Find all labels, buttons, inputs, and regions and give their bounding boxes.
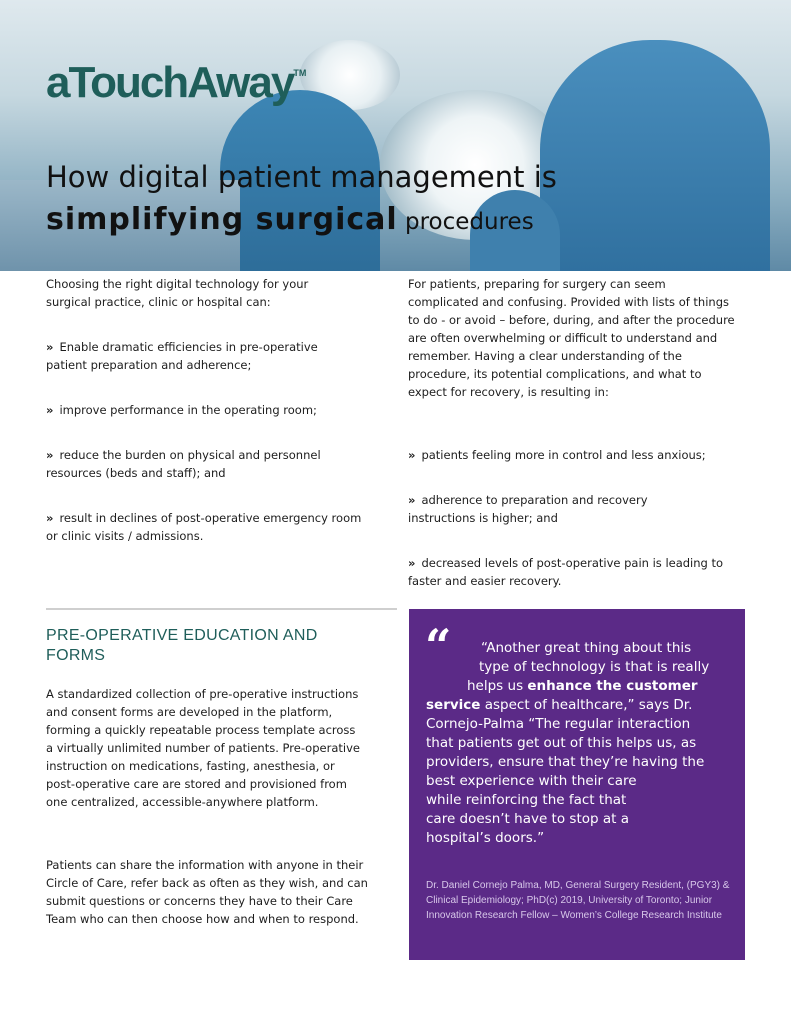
list-item: » Enable dramatic efficiencies in pre-operative patient preparation and adherence; bbox=[46, 340, 318, 372]
right-intro-text: For patients, preparing for surgery can seem complicated and confusing. Provided with lists of things to do - or avoid – before, during, and after the procedure are often overwhelming or difficult to understand and remember. Having a clear understanding of the procedure, its potential complications, and what to expect for recovery, is resulting in: bbox=[408, 277, 735, 399]
surgeon-figure bbox=[540, 40, 770, 271]
section-divider bbox=[46, 608, 397, 610]
quote-line: helps us enhance the customer bbox=[467, 678, 698, 694]
list-item: » improve performance in the operating room; bbox=[46, 403, 317, 417]
section-paragraph: Patients can share the information with anyone in their Circle of Care, refer back as often as they wish, and can submit questions or concerns they have to their Care Team who can then choose how and when to respond. bbox=[46, 858, 368, 926]
quote-line: that patients get out of this helps us, as bbox=[426, 735, 697, 751]
list-item: » adherence to preparation and recovery instructions is higher; and bbox=[408, 493, 648, 525]
brand-logo: aTouchAway™ bbox=[46, 58, 307, 107]
title-rest: procedures bbox=[397, 209, 534, 235]
hero-photo bbox=[0, 0, 791, 271]
quote-icon: “ bbox=[425, 619, 452, 673]
list-item: » decreased levels of post-operative pain is leading to faster and easier recovery. bbox=[408, 556, 724, 588]
list-item: » reduce the burden on physical and personnel resources (beds and staff); and bbox=[46, 448, 321, 480]
quote-line: service aspect of healthcare,” says Dr. bbox=[426, 697, 693, 713]
page-subtitle bbox=[46, 202, 534, 237]
quote-line: Cornejo-Palma “The regular interaction bbox=[426, 716, 691, 732]
quote-line: care doesn’t have to stop at a bbox=[426, 811, 629, 827]
quote-line: hospital’s doors.” bbox=[426, 830, 545, 846]
title-bold: simplifying surgical bbox=[46, 202, 398, 237]
left-intro-text: Choosing the right digital technology for your surgical practice, clinic or hospital can: bbox=[46, 277, 309, 309]
quote-line: best experience with their care bbox=[426, 773, 637, 789]
quote-line: “Another great thing about this bbox=[481, 640, 692, 656]
quote-box bbox=[409, 609, 745, 960]
quote-attribution: Dr. Daniel Cornejo Palma, MD, General Surgery Resident, (PGY3) & Clinical Epidemiology; PhD(c) 2019, University of Toronto; Junior Innovation Research Fellow – Women’s College Research Institute bbox=[426, 880, 730, 921]
section-paragraph: A standardized collection of pre-operative instructions and consent forms are developed in the platform, forming a quickly repeatable process template across a virtually unlimited number of patients. Pre-operative instruction on medications, fasting, anesthesia, or post-operative care are stored and provisioned from one centralized, accessible-anywhere platform. bbox=[46, 687, 360, 809]
page-title: How digital patient management is bbox=[46, 160, 557, 194]
list-item: » result in declines of post-operative emergency room or clinic visits / admissions. bbox=[46, 511, 362, 543]
quote-line: while reinforcing the fact that bbox=[426, 792, 627, 808]
quote-line: type of technology is that is really bbox=[479, 659, 710, 675]
list-item: » patients feeling more in control and less anxious; bbox=[408, 448, 706, 462]
section-heading: PRE-OPERATIVE EDUCATION AND FORMS bbox=[46, 627, 318, 664]
quote-line: providers, ensure that they’re having the bbox=[426, 754, 705, 770]
